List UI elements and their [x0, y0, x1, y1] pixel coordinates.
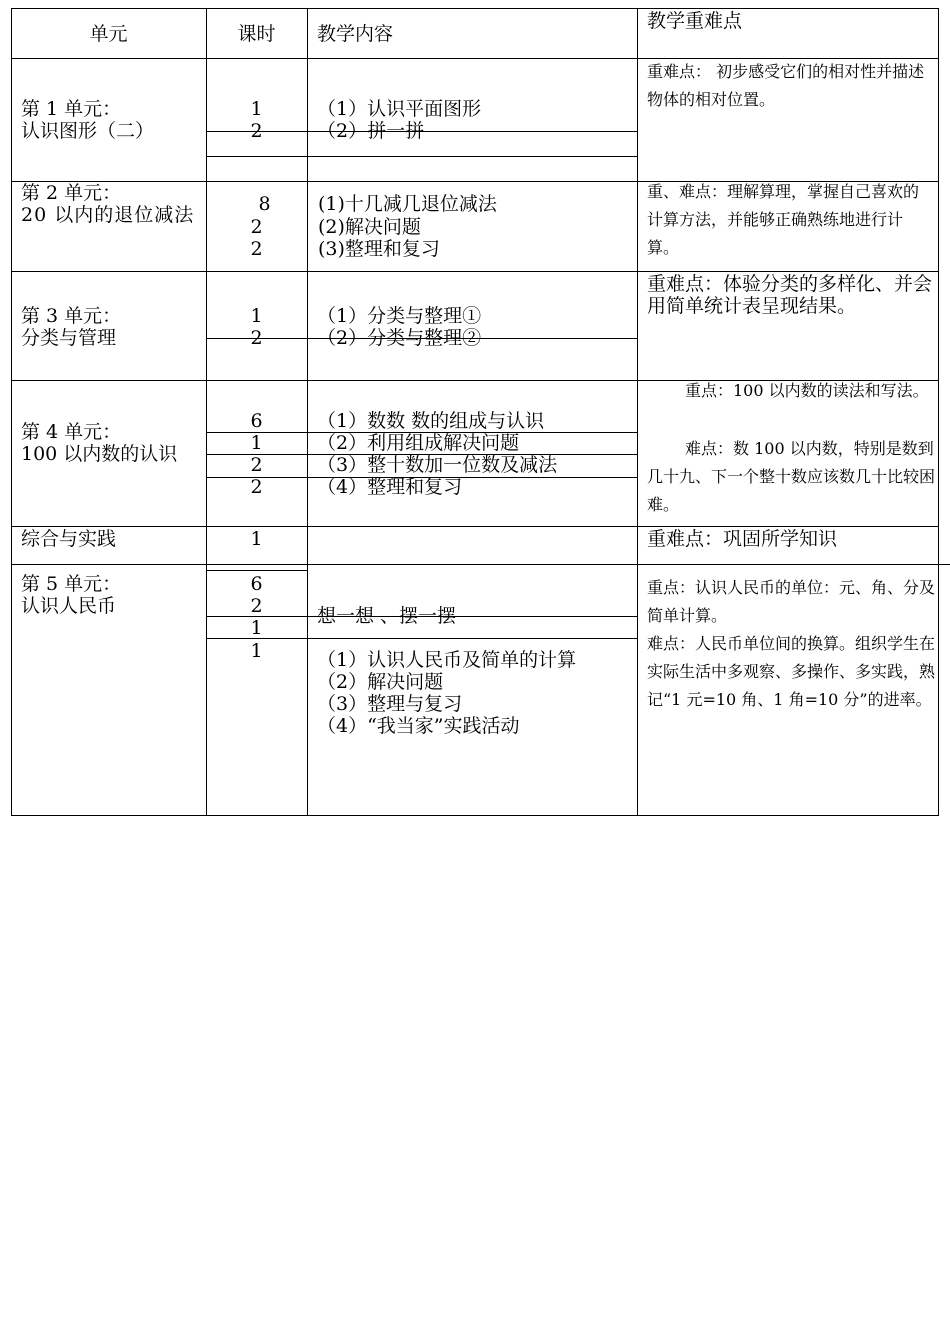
content-item: （3）整理与复习	[317, 693, 463, 715]
header-keypoints: 教学重难点	[647, 10, 743, 32]
content-item: (1)十几减几退位减法	[318, 193, 497, 215]
unit-label: 第 1 单元：	[21, 98, 122, 120]
table-border-top	[11, 8, 939, 9]
content-item: （4）“我当家”实践活动	[317, 715, 520, 737]
unit-label: 第 4 单元：	[21, 421, 122, 443]
hours-value: 8	[258, 193, 271, 215]
unit-title: 认识图形（二）	[21, 120, 155, 142]
hours-value: 2	[250, 476, 263, 498]
content-item: （3）整十数加一位数及减法	[317, 454, 558, 476]
content-item: （1）分类与整理①	[317, 305, 482, 327]
keypoint-text: 难点：数 100 以内数，特别是数到几十九、下一个整十数应该数几十比较困难。	[647, 439, 936, 514]
subrow-line	[207, 156, 638, 157]
content-item: (3)整理和复习	[318, 238, 440, 260]
keypoint-text: 重难点：巩固所学知识	[647, 528, 838, 550]
unit-title: 20 以内的退位减法	[21, 204, 195, 226]
hours-value: 1	[250, 640, 263, 662]
table-border-bottom	[11, 815, 939, 816]
hours-value: 6	[250, 573, 263, 595]
content-item: （1）数数 数的组成与认识	[317, 410, 545, 432]
column-separator	[637, 8, 638, 816]
unit-label: 第 2 单元：	[21, 182, 122, 204]
column-separator	[307, 8, 308, 816]
unit-title: 100 以内数的认识	[21, 443, 178, 465]
hours-value: 1	[250, 98, 263, 120]
hours-value: 6	[250, 410, 263, 432]
hours-value: 2	[250, 454, 263, 476]
hours-value: 1	[250, 617, 263, 639]
unit-label: 第 3 单元：	[21, 305, 122, 327]
row-separator	[11, 564, 950, 565]
hours-value: 2	[250, 327, 263, 349]
unit-title: 认识人民币	[21, 595, 117, 617]
unit-title: 分类与管理	[21, 327, 117, 349]
content-item: （2）拼一拼	[317, 120, 425, 142]
row-separator	[11, 526, 939, 527]
content-item: （1）认识平面图形	[317, 98, 482, 120]
keypoint-text: 重点：认识人民币的单位：元、角、分及简单计算。	[647, 578, 936, 625]
subrow-line	[207, 570, 307, 571]
hours-value: 2	[250, 238, 263, 260]
content-item: （2）分类与整理②	[317, 327, 482, 349]
content-item: 想一想 、摆一摆	[317, 605, 457, 627]
keypoint-text: 重、难点：理解算理，掌握自己喜欢的计算方法，并能够正确熟练地进行计算。	[647, 182, 920, 257]
hours-value: 2	[250, 120, 263, 142]
hours-value: 1	[250, 528, 263, 550]
header-hours: 课时	[237, 23, 276, 45]
content-item: （2）利用组成解决问题	[317, 432, 520, 454]
row-separator	[11, 271, 939, 272]
content-item: （1）认识人民币及简单的计算	[317, 649, 577, 671]
hours-value: 1	[250, 305, 263, 327]
header-content: 教学内容	[317, 23, 394, 45]
content-item: (2)解决问题	[318, 216, 421, 238]
hours-value: 1	[250, 432, 263, 454]
header-unit: 单元	[89, 23, 128, 45]
content-item: （4）整理和复习	[317, 476, 463, 498]
content-item: （2）解决问题	[317, 671, 444, 693]
keypoint-text: 重点：100 以内数的读法和写法。	[685, 381, 929, 400]
keypoint-text: 重难点：体验分类的多样化、并会用简单统计表呈现结果。	[647, 273, 933, 317]
hours-value: 2	[250, 216, 263, 238]
unit-label: 第 5 单元：	[21, 573, 122, 595]
keypoint-text: 重难点： 初步感受它们的相对性并描述物体的相对位置。	[647, 62, 925, 109]
unit-title: 综合与实践	[21, 528, 117, 550]
table-border-right	[938, 8, 939, 816]
hours-value: 2	[250, 595, 263, 617]
keypoint-text: 难点：人民币单位间的换算。组织学生在实际生活中多观察、多操作、多实践，熟记“1 元=10 角、1 角=10 分”的进率。	[647, 634, 936, 709]
table-border-left	[11, 8, 12, 816]
